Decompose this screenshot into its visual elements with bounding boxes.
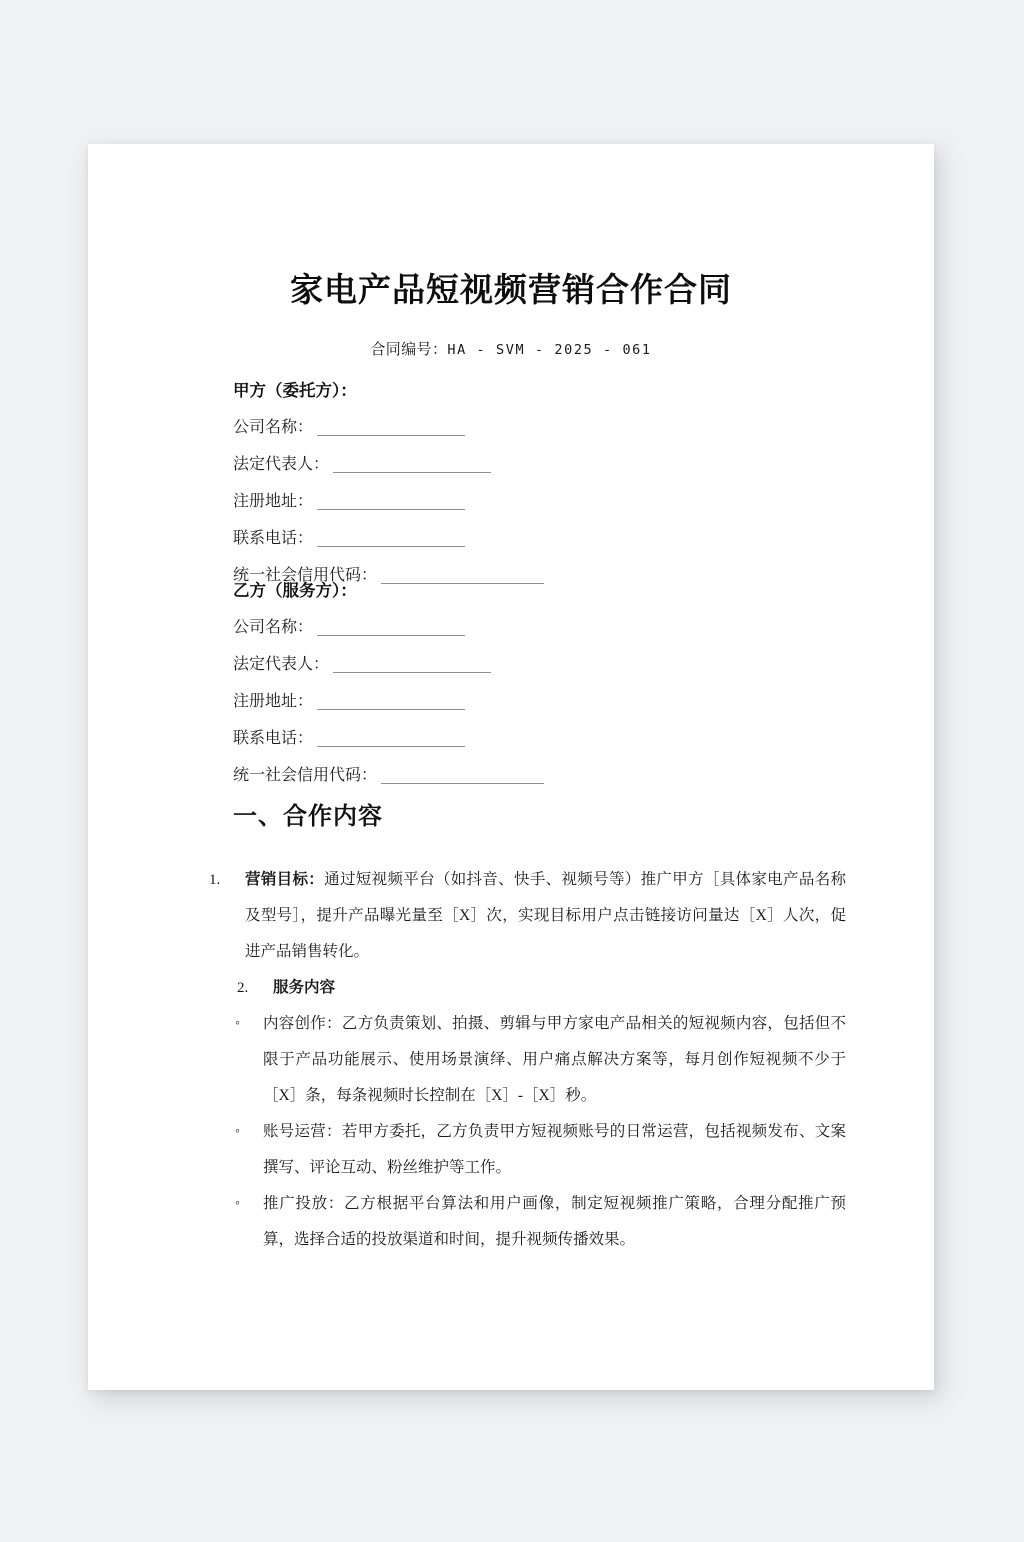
page-title: 家电产品短视频营销合作合同 (290, 273, 732, 309)
sub-list-item-lead: 推广投放： (263, 1195, 345, 1212)
party-a-credit-code-label: 统一社会信用代码： (233, 567, 378, 584)
sub-list-item-text: 乙方根据平台算法和用户画像，制定短视频推广策略，合理分配推广预算，选择合适的投放渠道和时间，提升视频传播效果。 (263, 1195, 846, 1248)
party-b-address-row (233, 683, 893, 720)
party-b-company-name-label: 公司名称： (233, 619, 314, 636)
party-a-legal-rep-label: 法定代表人： (233, 456, 330, 473)
circle-bullet-icon: ◦ (235, 1124, 240, 1139)
party-b-phone-label: 联系电话： (233, 730, 314, 747)
list-item-lead: 服务内容 (273, 979, 336, 996)
party-b-credit-code-input[interactable] (381, 783, 544, 784)
party-a-address-input[interactable] (317, 509, 465, 510)
sub-list-item (88, 1006, 934, 1114)
party-a-company-name-label: 公司名称： (233, 419, 314, 436)
party-b-credit-code-row (233, 757, 893, 794)
party-b-legal-rep-row (233, 646, 893, 683)
list-item-lead: 营销目标： (245, 871, 325, 888)
party-b-heading: 乙方（服务方）： (233, 581, 357, 600)
circle-bullet-icon: ◦ (235, 1016, 240, 1031)
party-b-address-input[interactable] (317, 709, 465, 710)
sub-list-item-lead: 内容创作： (263, 1015, 342, 1032)
party-a-phone-row (233, 520, 893, 557)
sub-list-item (88, 1114, 934, 1186)
party-b-phone-row (233, 720, 893, 757)
document-page (88, 144, 934, 1390)
circle-bullet-icon: ◦ (235, 1196, 240, 1211)
party-b-company-name-row (233, 609, 893, 646)
section-one-list (88, 862, 934, 1258)
party-a-heading: 甲方（委托方）： (233, 381, 357, 400)
party-b-company-name-input[interactable] (317, 635, 465, 636)
list-item (88, 862, 934, 970)
party-b-legal-rep-input[interactable] (333, 672, 491, 673)
list-item (88, 970, 934, 1006)
party-a-address-label: 注册地址： (233, 493, 314, 510)
party-b-address-label: 注册地址： (233, 693, 314, 710)
contract-number (88, 338, 934, 359)
party-b-phone-input[interactable] (317, 746, 465, 747)
party-a-block (233, 372, 893, 594)
sub-list-item-text: 乙方负责策划、拍摄、剪辑与甲方家电产品相关的短视频内容，包括但不限于产品功能展示、使用场景演绎、用户痛点解决方案等，每月创作短视频不少于［X］条，每条视频时长控制在［X］-［X］秒。 (263, 1015, 846, 1104)
party-a-phone-label: 联系电话： (233, 530, 314, 547)
party-b-credit-code-label: 统一社会信用代码： (233, 767, 378, 784)
sub-list-item-text: 若甲方委托，乙方负责甲方短视频账号的日常运营，包括视频发布、文案撰写、评论互动、粉丝维护等工作。 (263, 1123, 846, 1176)
sub-list-item (88, 1186, 934, 1258)
contract-number-label: 合同编号： (370, 342, 448, 358)
party-a-company-name-input[interactable] (317, 435, 465, 436)
sub-list-item-lead: 账号运营： (263, 1123, 342, 1140)
list-marker: 1. (209, 872, 221, 888)
list-item-text: 通过短视频平台（如抖音、快手、视频号等）推广甲方［具体家电产品名称及型号］，提升产品曝光量至［X］次，实现目标用户点击链接访问量达［X］人次，促进产品销售转化。 (245, 871, 846, 960)
party-a-phone-input[interactable] (317, 546, 465, 547)
party-b-legal-rep-label: 法定代表人： (233, 656, 330, 673)
party-a-legal-rep-row (233, 446, 893, 483)
list-marker: 2. (237, 980, 249, 996)
page-content (88, 144, 934, 1390)
party-a-legal-rep-input[interactable] (333, 472, 491, 473)
party-a-address-row (233, 483, 893, 520)
party-a-company-name-row (233, 409, 893, 446)
contract-number-value: HA - SVM - 2025 - 061 (447, 342, 652, 358)
party-b-block (233, 572, 893, 794)
section-one-heading: 一、合作内容 (233, 804, 383, 830)
